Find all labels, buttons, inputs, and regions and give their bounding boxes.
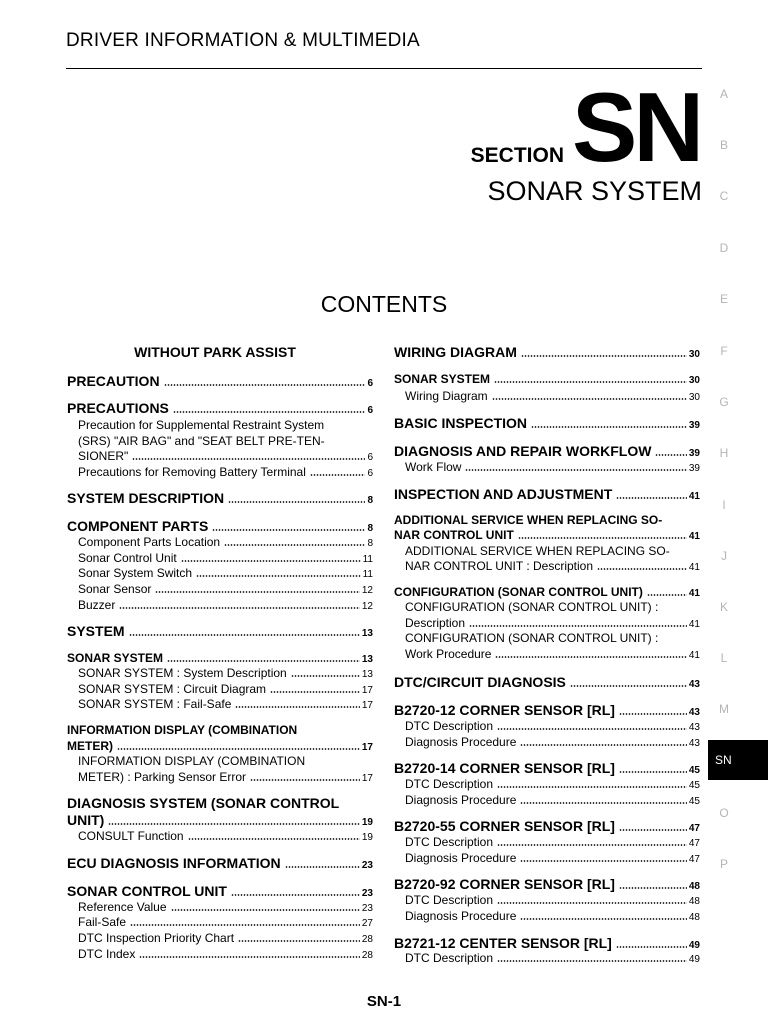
toc-entry-title: Sonar Sensor [78, 582, 152, 596]
toc-entry[interactable] [405, 951, 700, 965]
toc-entry-title: DTC Inspection Priority Chart [78, 931, 235, 945]
toc-entry-title: PRECAUTIONS [67, 400, 169, 416]
toc-entry-continued[interactable]: INFORMATION DISPLAY (COMBINATION [78, 754, 306, 768]
toc-entry-page: 27 [361, 918, 373, 929]
toc-entry[interactable] [405, 647, 700, 661]
toc-entry-page: 6 [367, 468, 373, 479]
toc-entry-title: NAR CONTROL UNIT : Description [405, 559, 594, 573]
dot-leader [285, 866, 360, 868]
toc-entry[interactable] [405, 559, 700, 573]
toc-entry-title: SONAR SYSTEM : Circuit Diagram [78, 682, 267, 696]
toc-entry[interactable] [67, 883, 373, 899]
toc-entry[interactable] [405, 389, 700, 403]
toc-entry-page: 39 [688, 420, 700, 431]
toc-entry-page: 39 [688, 463, 700, 474]
toc-entry-page: 47 [688, 854, 700, 865]
dot-leader [235, 706, 360, 708]
toc-entry-page: 17 [361, 700, 373, 711]
index-tab-c[interactable]: C [719, 189, 729, 203]
toc-entry[interactable] [67, 739, 373, 753]
manual-category-title: DRIVER INFORMATION & MULTIMEDIA [66, 30, 420, 51]
toc-entry-title: DIAGNOSIS AND REPAIR WORKFLOW [394, 443, 652, 459]
toc-entry[interactable] [405, 793, 700, 807]
toc-entry-page: 28 [361, 950, 373, 961]
section-name: SONAR SYSTEM [487, 176, 702, 206]
dot-leader [469, 625, 687, 627]
toc-entry-continued[interactable]: ADDITIONAL SERVICE WHEN REPLACING SO- [405, 544, 670, 558]
toc-entry-title: Work Flow [405, 460, 462, 474]
contents-title: CONTENTS [320, 291, 448, 317]
index-tab-o[interactable]: O [719, 806, 729, 820]
toc-entry[interactable] [78, 947, 373, 961]
toc-entry-page: 13 [361, 628, 373, 639]
toc-entry-title: Work Procedure [405, 647, 492, 661]
toc-entry-page: 17 [361, 773, 373, 784]
header-divider [66, 68, 702, 69]
dot-leader [531, 426, 687, 428]
toc-entry-page: 30 [688, 349, 700, 360]
toc-entry-title: NAR CONTROL UNIT [394, 528, 514, 542]
dot-leader [188, 838, 360, 840]
toc-entry[interactable] [394, 935, 700, 951]
toc-entry-title: METER) [67, 739, 113, 753]
dot-leader [139, 956, 360, 958]
toc-entry-title: ECU DIAGNOSIS INFORMATION [67, 855, 281, 871]
left-column-heading: WITHOUT PARK ASSIST [134, 344, 296, 360]
toc-entry-continued[interactable]: Precaution for Supplemental Restraint System [78, 418, 325, 432]
toc-entry-title: UNIT) [67, 812, 105, 828]
dot-leader [291, 675, 360, 677]
toc-entry[interactable] [78, 770, 373, 784]
toc-entry-title: Diagnosis Procedure [405, 793, 517, 807]
section-code: SN [572, 72, 701, 182]
toc-entry-page: 45 [688, 796, 700, 807]
dot-leader [250, 779, 360, 781]
toc-entry[interactable] [394, 415, 700, 431]
index-tab-j[interactable]: J [721, 549, 727, 563]
section-label: SECTION [470, 144, 564, 167]
toc-entry-continued[interactable]: ADDITIONAL SERVICE WHEN REPLACING SO- [394, 513, 663, 527]
toc-entry-page: 17 [361, 742, 373, 753]
toc-entry[interactable] [405, 851, 700, 865]
toc-entry-page: 6 [367, 378, 373, 389]
toc-entry-page: 48 [688, 896, 700, 907]
toc-entry-page: 19 [361, 832, 373, 843]
dot-leader [647, 594, 687, 596]
dot-leader [129, 634, 360, 636]
dot-leader [167, 660, 360, 662]
dot-leader [495, 656, 686, 658]
toc-entry-page: 6 [367, 405, 373, 416]
dot-leader [520, 802, 686, 804]
toc-entry-title: INSPECTION AND ADJUSTMENT [394, 486, 613, 502]
dot-leader [224, 544, 365, 546]
toc-entry-page: 41 [688, 588, 700, 599]
dot-leader [119, 607, 360, 609]
toc-entry[interactable] [405, 735, 700, 749]
dot-leader [497, 728, 687, 730]
toc-entry[interactable] [394, 585, 700, 599]
toc-entry-page: 43 [688, 738, 700, 749]
toc-entry-continued[interactable]: INFORMATION DISPLAY (COMBINATION [67, 723, 298, 737]
index-tab-f[interactable]: F [720, 344, 728, 358]
toc-entry-continued[interactable]: CONFIGURATION (SONAR CONTROL UNIT) : [405, 600, 659, 614]
toc-entry[interactable] [67, 812, 373, 828]
dot-leader [655, 454, 686, 456]
dot-leader [171, 909, 360, 911]
toc-entry-title: Sonar Control Unit [78, 551, 177, 565]
toc-entry-title: B2721-12 CENTER SENSOR [RL] [394, 935, 612, 951]
toc-entry-page: 23 [361, 888, 373, 899]
toc-entry-page: 11 [362, 569, 373, 580]
toc-entry-title: Reference Value [78, 900, 167, 914]
dot-leader [270, 691, 360, 693]
dot-leader [518, 537, 687, 539]
toc-entry-page: 30 [688, 375, 700, 386]
toc-entry-title: SYSTEM [67, 623, 125, 639]
toc-entry-page: 11 [362, 554, 373, 565]
dot-leader [619, 771, 687, 773]
toc-entry[interactable] [405, 909, 700, 923]
index-tab-l[interactable]: L [720, 651, 728, 665]
toc-entry-page: 43 [688, 707, 700, 718]
toc-entry-title: SONAR SYSTEM [394, 372, 491, 386]
toc-entry-title: Component Parts Location [78, 535, 221, 549]
toc-entry[interactable] [394, 876, 700, 892]
index-tab-sn-active[interactable]: SN [708, 740, 768, 780]
toc-entry-title: DTC Description [405, 893, 494, 907]
toc-entry[interactable] [78, 449, 373, 463]
dot-leader [212, 529, 365, 531]
dot-leader [494, 381, 687, 383]
dot-leader [181, 560, 361, 562]
index-tab-p[interactable]: P [719, 857, 728, 871]
toc-entry-page: 6 [367, 452, 373, 463]
toc-entry-page: 39 [688, 448, 700, 459]
toc-entry-title: CONFIGURATION (SONAR CONTROL UNIT) [394, 585, 643, 599]
toc-entry-title: Buzzer [78, 598, 116, 612]
toc-entry-page: 8 [367, 538, 373, 549]
dot-leader [497, 786, 687, 788]
toc-entry[interactable] [78, 535, 373, 549]
toc-entry-page: 13 [361, 669, 373, 680]
toc-entry[interactable] [405, 460, 700, 474]
toc-entry-title: DTC Index [78, 947, 136, 961]
toc-entry-title: CONSULT Function [78, 829, 184, 843]
toc-entry-page: 13 [361, 654, 373, 665]
dot-leader [492, 398, 687, 400]
toc-entry[interactable] [394, 344, 700, 360]
index-tab-m[interactable]: M [719, 702, 729, 716]
toc-entry-title: Fail-Safe [78, 915, 127, 929]
toc-entry-page: 47 [688, 823, 700, 834]
dot-leader [616, 497, 687, 499]
toc-entry[interactable] [67, 400, 373, 416]
toc-entry[interactable] [405, 777, 700, 791]
dot-leader [497, 844, 687, 846]
toc-entry[interactable] [78, 582, 373, 596]
toc-entry-page: 41 [688, 562, 700, 573]
toc-entry-title: METER) : Parking Sensor Error [78, 770, 247, 784]
toc-entry-title: SONAR SYSTEM [67, 651, 164, 665]
dot-leader [238, 940, 360, 942]
toc-entry-continued[interactable]: (SRS) "AIR BAG" and "SEAT BELT PRE-TEN- [78, 434, 325, 448]
toc-entry-page: 41 [688, 650, 700, 661]
index-tab-i[interactable]: I [722, 498, 726, 512]
toc-entry-page: 43 [688, 722, 700, 733]
toc-entry-continued[interactable]: CONFIGURATION (SONAR CONTROL UNIT) : [405, 631, 659, 645]
toc-entry-page: 23 [361, 903, 373, 914]
toc-entry-title: Diagnosis Procedure [405, 735, 517, 749]
toc-entry[interactable] [394, 372, 700, 386]
dot-leader [520, 744, 686, 746]
toc-entry[interactable] [67, 651, 373, 665]
toc-entry-page: 23 [361, 860, 373, 871]
dot-leader [108, 823, 360, 825]
toc-entry-title: SYSTEM DESCRIPTION [67, 490, 225, 506]
dot-leader [228, 501, 365, 503]
dot-leader [619, 887, 687, 889]
toc-entry-title: PRECAUTION [67, 373, 160, 389]
toc-entry[interactable] [78, 829, 373, 843]
toc-entry[interactable] [67, 373, 373, 389]
toc-entry[interactable] [405, 835, 700, 849]
toc-entry[interactable] [67, 518, 373, 534]
toc-entry[interactable] [78, 900, 373, 914]
toc-entry-page: 49 [688, 954, 700, 965]
toc-entry[interactable] [67, 490, 373, 506]
toc-entry-page: 17 [361, 685, 373, 696]
toc-entry-title: SONAR SYSTEM : System Description [78, 666, 287, 680]
toc-entry[interactable] [78, 682, 373, 696]
toc-entry-page: 41 [688, 619, 700, 630]
toc-entry[interactable] [394, 760, 700, 776]
toc-entry-page: 12 [361, 585, 373, 596]
toc-entry[interactable] [78, 666, 373, 680]
toc-entry[interactable] [78, 931, 373, 945]
dot-leader [130, 924, 360, 926]
dot-leader [231, 894, 360, 896]
dot-leader [155, 591, 359, 593]
toc-entry-title: B2720-92 CORNER SENSOR [RL] [394, 876, 615, 892]
index-tab-b[interactable]: B [719, 138, 728, 152]
toc-entry[interactable] [394, 486, 700, 502]
toc-entry-title: DTC Description [405, 719, 494, 733]
toc-entry[interactable] [405, 719, 700, 733]
toc-entry[interactable] [78, 915, 373, 929]
toc-entry-title: Sonar System Switch [78, 566, 193, 580]
toc-entry-title: SONAR CONTROL UNIT [67, 883, 227, 899]
toc-entry[interactable] [78, 598, 373, 612]
toc-entry-page: 45 [688, 780, 700, 791]
index-tab-k[interactable]: K [719, 600, 728, 614]
dot-leader [497, 902, 687, 904]
dot-leader [173, 411, 366, 413]
dot-leader [520, 860, 686, 862]
toc-entry-title: B2720-14 CORNER SENSOR [RL] [394, 760, 615, 776]
index-tab-d[interactable]: D [719, 241, 729, 255]
toc-entry[interactable] [405, 893, 700, 907]
toc-entry-page: 43 [688, 679, 700, 690]
dot-leader [619, 829, 687, 831]
toc-entry-page: 48 [688, 912, 700, 923]
index-tab-h[interactable]: H [719, 446, 729, 460]
dot-leader [497, 960, 687, 962]
toc-entry-title: Diagnosis Procedure [405, 909, 517, 923]
dot-leader [310, 474, 366, 476]
toc-entry-page: 48 [688, 881, 700, 892]
page-number: SN-1 [366, 993, 402, 1010]
toc-entry[interactable] [78, 551, 373, 565]
toc-entry[interactable] [394, 443, 700, 459]
toc-entry-title: DTC Description [405, 951, 494, 965]
dot-leader [616, 946, 687, 948]
toc-entry-page: 28 [361, 934, 373, 945]
toc-entry-title: Precautions for Removing Battery Terminal [78, 465, 306, 479]
dot-leader [117, 748, 360, 750]
toc-entry[interactable] [394, 702, 700, 718]
dot-leader [196, 575, 361, 577]
toc-entry[interactable] [67, 623, 373, 639]
toc-entry[interactable] [394, 818, 700, 834]
toc-entry-title: B2720-55 CORNER SENSOR [RL] [394, 818, 615, 834]
toc-entry-title: BASIC INSPECTION [394, 415, 528, 431]
toc-entry-page: 41 [688, 531, 700, 542]
toc-entry-title: DTC Description [405, 777, 494, 791]
toc-entry[interactable] [405, 616, 700, 630]
toc-entry[interactable] [394, 674, 700, 690]
toc-entry-page: 41 [688, 491, 700, 502]
toc-entry-title: Description [405, 616, 466, 630]
toc-entry-title: Wiring Diagram [405, 389, 488, 403]
dot-leader [597, 568, 687, 570]
toc-entry-page: 19 [361, 817, 373, 828]
toc-entry-title: WIRING DIAGRAM [394, 344, 517, 360]
dot-leader [132, 458, 365, 460]
index-tab-g[interactable]: G [719, 395, 729, 409]
toc-entry-title: SIONER" [78, 449, 129, 463]
toc-entry-page: 47 [688, 838, 700, 849]
toc-entry-title: DTC/CIRCUIT DIAGNOSIS [394, 674, 566, 690]
toc-entry-title: B2720-12 CORNER SENSOR [RL] [394, 702, 615, 718]
dot-leader [465, 469, 686, 471]
toc-entry-continued[interactable]: DIAGNOSIS SYSTEM (SONAR CONTROL [67, 795, 340, 811]
dot-leader [619, 713, 687, 715]
toc-entry-page: 8 [367, 523, 373, 534]
dot-leader [164, 384, 366, 386]
index-tab-a[interactable]: A [719, 87, 728, 101]
toc-entry-page: 12 [361, 601, 373, 612]
dot-leader [570, 685, 687, 687]
toc-entry[interactable] [78, 465, 373, 479]
toc-entry-page: 30 [688, 392, 700, 403]
toc-entry-title: SONAR SYSTEM : Fail-Safe [78, 697, 232, 711]
toc-entry-title: DTC Description [405, 835, 494, 849]
toc-entry-page: 8 [367, 495, 373, 506]
toc-entry-page: 49 [688, 940, 700, 951]
toc-entry[interactable] [67, 855, 373, 871]
toc-entry[interactable] [394, 528, 700, 542]
index-tab-e[interactable]: E [719, 292, 728, 306]
toc-entry-title: COMPONENT PARTS [67, 518, 209, 534]
toc-entry[interactable] [78, 566, 373, 580]
toc-entry[interactable] [78, 697, 373, 711]
toc-entry-title: Diagnosis Procedure [405, 851, 517, 865]
toc-entry-page: 45 [688, 765, 700, 776]
dot-leader [520, 918, 686, 920]
dot-leader [521, 355, 687, 357]
